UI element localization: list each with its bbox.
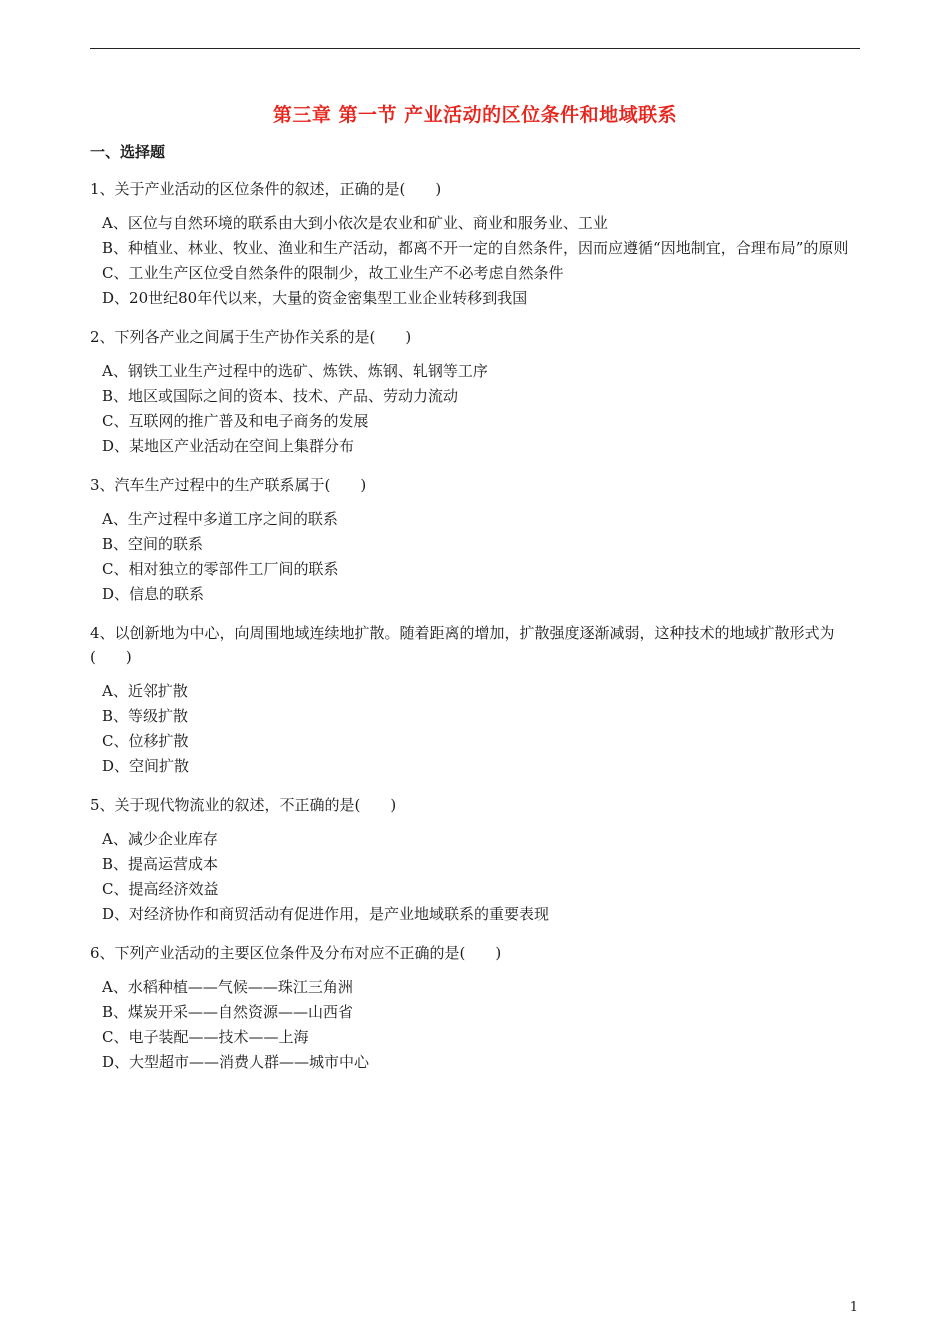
option-a: A、钢铁工业生产过程中的选矿、炼铁、炼钢、轧钢等工序 — [102, 362, 488, 380]
question-3 — [90, 473, 860, 607]
option-list — [90, 359, 860, 459]
option-b: B、地区或国际之间的资本、技术、产品、劳动力流动 — [102, 387, 459, 405]
option-c: C、相对独立的零部件工厂间的联系 — [102, 560, 339, 578]
header-rule — [90, 48, 860, 49]
option-list — [90, 507, 860, 607]
option-b: B、种植业、林业、牧业、渔业和生产活动，都离不开一定的自然条件，因而应遵循“因地制宜，合理布局”的原则 — [102, 239, 849, 257]
page-title: 第三章 第一节 产业活动的区位条件和地域联系 — [272, 104, 678, 126]
option-b: B、等级扩散 — [102, 707, 189, 725]
question-stem: 2、下列各产业之间属于生产协作关系的是( ) — [90, 328, 412, 346]
option-b: B、提高运营成本 — [102, 855, 219, 873]
option-c: C、提高经济效益 — [102, 880, 219, 898]
option-d: D、空间扩散 — [102, 757, 190, 775]
question-stem: 5、关于现代物流业的叙述，不正确的是( ) — [90, 796, 397, 814]
option-b: B、煤炭开采——自然资源——山西省 — [102, 1003, 354, 1021]
section-heading: 一、选择题 — [90, 143, 166, 161]
option-c: C、工业生产区位受自然条件的限制少，故工业生产不必考虑自然条件 — [102, 264, 564, 282]
question-list — [90, 177, 860, 1075]
option-list — [90, 975, 860, 1075]
question-stem: 6、下列产业活动的主要区位条件及分布对应不正确的是( ) — [90, 944, 502, 962]
option-c: C、互联网的推广普及和电子商务的发展 — [102, 412, 369, 430]
option-b: B、空间的联系 — [102, 535, 204, 553]
question-stem: 4、以创新地为中心，向周围地域连续地扩散。随着距离的增加，扩散强度逐渐减弱，这种技术的地域扩散形式为( ) — [90, 624, 835, 666]
option-a: A、减少企业库存 — [102, 830, 218, 848]
option-d: D、信息的联系 — [102, 585, 205, 603]
option-d: D、某地区产业活动在空间上集群分布 — [102, 437, 355, 455]
question-1 — [90, 177, 860, 311]
option-list — [90, 679, 860, 779]
option-a: A、近邻扩散 — [102, 682, 188, 700]
option-d: D、大型超市——消费人群——城市中心 — [102, 1053, 370, 1071]
question-stem: 3、汽车生产过程中的生产联系属于( ) — [90, 476, 367, 494]
option-d: D、对经济协作和商贸活动有促进作用，是产业地域联系的重要表现 — [102, 905, 550, 923]
option-a: A、水稻种植——气候——珠江三角洲 — [102, 978, 353, 996]
option-d: D、20世纪80年代以来，大量的资金密集型工业企业转移到我国 — [102, 289, 528, 307]
page-number: 1 — [849, 1300, 858, 1315]
question-6 — [90, 941, 860, 1075]
question-2 — [90, 325, 860, 459]
option-c: C、电子装配——技术——上海 — [102, 1028, 309, 1046]
option-list — [90, 827, 860, 927]
option-a: A、生产过程中多道工序之间的联系 — [102, 510, 338, 528]
option-c: C、位移扩散 — [102, 732, 189, 750]
option-list — [90, 211, 860, 311]
question-5 — [90, 793, 860, 927]
document-body — [90, 142, 860, 1089]
question-4 — [90, 621, 860, 779]
option-a: A、区位与自然环境的联系由大到小依次是农业和矿业、商业和服务业、工业 — [102, 214, 608, 232]
question-stem: 1、关于产业活动的区位条件的叙述，正确的是( ) — [90, 180, 442, 198]
